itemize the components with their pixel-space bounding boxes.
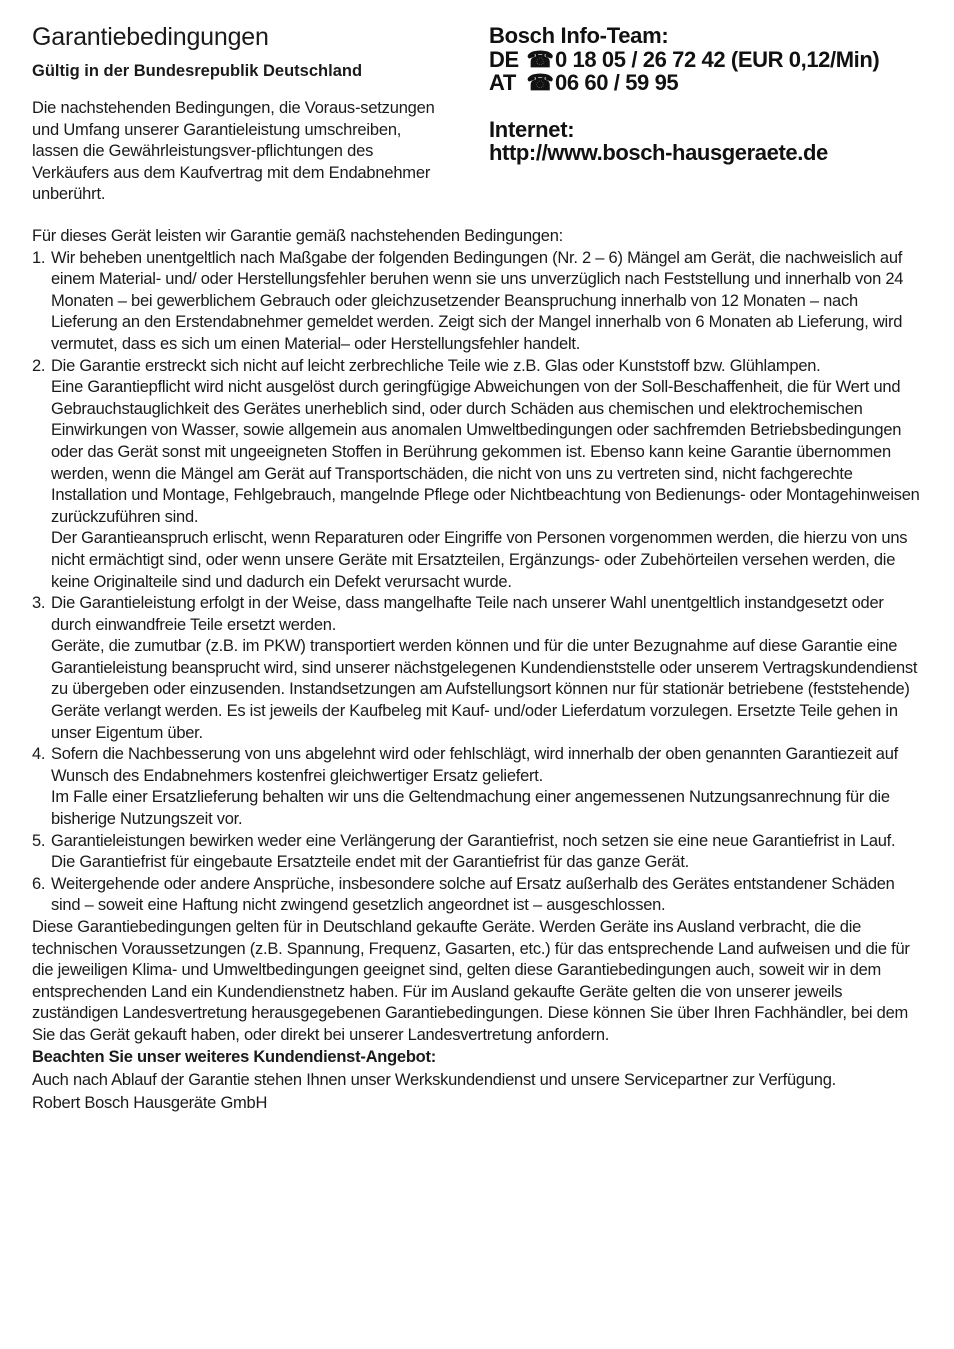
header-left bbox=[32, 22, 452, 206]
condition-item bbox=[32, 831, 922, 874]
condition-paragraph: Der Garantieanspruch erlischt, wenn Reparaturen oder Eingriffe von Personen vorgenommen werden, die hierzu von uns nicht ermächtigt sind, oder wenn unsere Geräte mit Ersatzteilen, Ergänzungs- oder Zubehörteilen versehen werden, die keine Originalteile sind und dadurch ein Defekt verursacht wurde. bbox=[51, 529, 908, 591]
condition-paragraph: Geräte, die zumutbar (z.B. im PKW) transportiert werden können und für die unter Bezugnahme auf diese Garantie eine Garantieleistung beansprucht wird, sind unserer nächstgelegenen Kundendienststelle oder unserem Vertragskundendienst zu übergeben oder einzusenden. Instandsetzungen am Aufstellungsort können nur für stationär betriebene (feststehende) Geräte verlangt werden. Es ist jeweils der Kaufbeleg mit Kauf- und/oder Lieferdatum vorzulegen. Ersetzte Teile gehen in unser Eigentum über. bbox=[51, 637, 918, 742]
telephone-icon: ☎ bbox=[526, 47, 554, 72]
internet-label: Internet: bbox=[489, 117, 575, 142]
condition-item bbox=[32, 744, 922, 830]
main-body bbox=[32, 226, 922, 1115]
condition-paragraph: Weitergehende oder andere Ansprüche, insbesondere solche auf Ersatz außerhalb des Gerätes entstandener Schäden sind – soweit eine Haftung nicht zwingend gesetzlich angeordnet ist – ausgeschlossen. bbox=[51, 874, 895, 915]
conditions-list bbox=[32, 248, 922, 917]
condition-item bbox=[32, 593, 922, 744]
condition-paragraph: Im Falle einer Ersatzlieferung behalten wir uns die Geltendmachung einer angemessenen Nutzungsanrechnung für die bisherige Nutzungszeit vor. bbox=[51, 788, 890, 829]
phone-country: AT bbox=[489, 70, 516, 95]
condition-number: 1. bbox=[32, 248, 46, 267]
condition-number: 2. bbox=[32, 356, 46, 375]
condition-number: 5. bbox=[32, 831, 46, 850]
condition-paragraph: Garantieleistungen bewirken weder eine Verlängerung der Garantiefrist, noch setzen sie eine neue Garantiefrist in Lauf. Die Garantiefrist für eingebaute Ersatzteile endet mit der Garantiefrist für das ganze Gerät. bbox=[51, 831, 896, 872]
condition-number: 3. bbox=[32, 594, 46, 613]
intro-text: Die nachstehenden Bedingungen, die Voraus-setzungen und Umfang unserer Garantieleistung umschreiben, lassen die Gewährleistungsver-pflichtungen des Verkäufers aus dem Kaufvertrag mit dem Endabnehmer unberührt. bbox=[32, 99, 435, 204]
condition-paragraph: Sofern die Nachbesserung von uns abgelehnt wird oder fehlschlägt, wird innerhalb der oben genannten Garantiezeit auf Wunsch des Endabnehmers kostenfrei gleichwertiger Ersatz geliefert. bbox=[51, 745, 898, 785]
page-title: Garantiebedingungen bbox=[32, 23, 269, 51]
contact-title: Bosch Info-Team: bbox=[489, 23, 669, 48]
condition-paragraph: Die Garantieleistung erfolgt in der Weise, dass mangelhafte Teile nach unserer Wahl unentgeltlich instandgesetzt oder durch einwandfreie Teile ersetzt werden. bbox=[51, 594, 884, 634]
closing-text: Diese Garantiebedingungen gelten für in Deutschland gekaufte Geräte. Werden Geräte ins Ausland verbracht, die die technischen Voraussetzungen (z.B. Spannung, Frequenz, Gasarten, etc.) für das entsprechende Land aufweisen und die für die jeweiligen Klima- und Umweltbedingungen geeignet sind, gelten diese Garantiebedingungen auch, soweit wir in dem entsprechenden Land ein Kundendienstnetz haben. Für im Ausland gekaufte Geräte gelten die von unserer jeweils zuständigen Landesvertretung herausgegebenen Garantiebedingungen. Diese können Sie über Ihren Fachhändler, bei dem Sie das Gerät gekauft haben, oder direkt bei unserer Landesvertretung anfordern. bbox=[32, 918, 910, 1044]
internet-url: http://www.bosch-hausgeraete.de bbox=[489, 140, 828, 165]
service-title: Beachten Sie unser weiteres Kundendienst-Angebot: bbox=[32, 1047, 436, 1066]
telephone-icon: ☎ bbox=[526, 70, 554, 95]
condition-paragraph: Eine Garantiepflicht wird nicht ausgelöst durch geringfügige Abweichungen von der Soll-Beschaffenheit, die für Wert und Gebrauchstauglichkeit des Gerätes unerheblich sind, oder durch Schäden aus chemischen und elektrochemischen Einwirkungen von Wasser, sowie allgemein aus anomalen Umweltbedingungen oder sachfremden Betriebsbedingungen oder das Gerät sonst mit ungeeigneten Stoffen in Berührung gekommen ist. Ebenso kann keine Garantie übernommen werden, wenn die Mängel am Gerät auf Transportschäden, die nicht von uns zu vertreten sind, nicht fachgerechte Installation und Montage, Fehlgebrauch, mangelnde Pflege oder Nichtbeachtung von Bedienungs- oder Montagehinweisen zurückzuführen sind. bbox=[51, 378, 920, 526]
company-name: Robert Bosch Hausgeräte GmbH bbox=[32, 1094, 268, 1113]
condition-paragraph: Wir beheben unentgeltlich nach Maßgabe der folgenden Bedingungen (Nr. 2 – 6) Mängel am Gerät, die nachweislich auf einem Material- und/ oder Herstellungsfehler beruhen wenn sie uns unverzüglich nach Feststellung und innerhalb von 24 Monaten – bei gewerblichem Gebrauch oder gleichzusetzender Beanspruchung innerhalb von 12 Monaten – nach Lieferung an den Erstendabnehmer gemeldet werden. Zeigt sich der Mangel innerhalb von 6 Monaten ab Lieferung, wird vermutet, dass es sich um einen Material– oder Herstellungsfehler handelt. bbox=[51, 248, 904, 353]
condition-paragraph: Die Garantie erstreckt sich nicht auf leicht zerbrechliche Teile wie z.B. Glas oder Kunststoff bzw. Glühlampen. bbox=[51, 356, 821, 375]
condition-item bbox=[32, 248, 922, 356]
condition-item bbox=[32, 874, 922, 917]
contact-box bbox=[489, 24, 929, 164]
phone-number: 0 18 05 / 26 72 42 (EUR 0,12/Min) bbox=[555, 47, 880, 72]
condition-item bbox=[32, 356, 922, 594]
conditions-lead: Für dieses Gerät leisten wir Garantie gemäß nachstehenden Bedingungen: bbox=[32, 227, 563, 245]
condition-number: 6. bbox=[32, 874, 46, 893]
page-subtitle: Gültig in der Bundesrepublik Deutschland bbox=[32, 62, 363, 80]
service-text: Auch nach Ablauf der Garantie stehen Ihnen unser Werkskundendienst und unsere Servicepartner zur Verfügung. bbox=[32, 1071, 836, 1090]
phone-number: 06 60 / 59 95 bbox=[555, 70, 679, 95]
phone-country: DE bbox=[489, 47, 519, 72]
condition-number: 4. bbox=[32, 745, 46, 764]
phone-row-at bbox=[489, 71, 929, 94]
phone-row-de bbox=[489, 48, 929, 71]
